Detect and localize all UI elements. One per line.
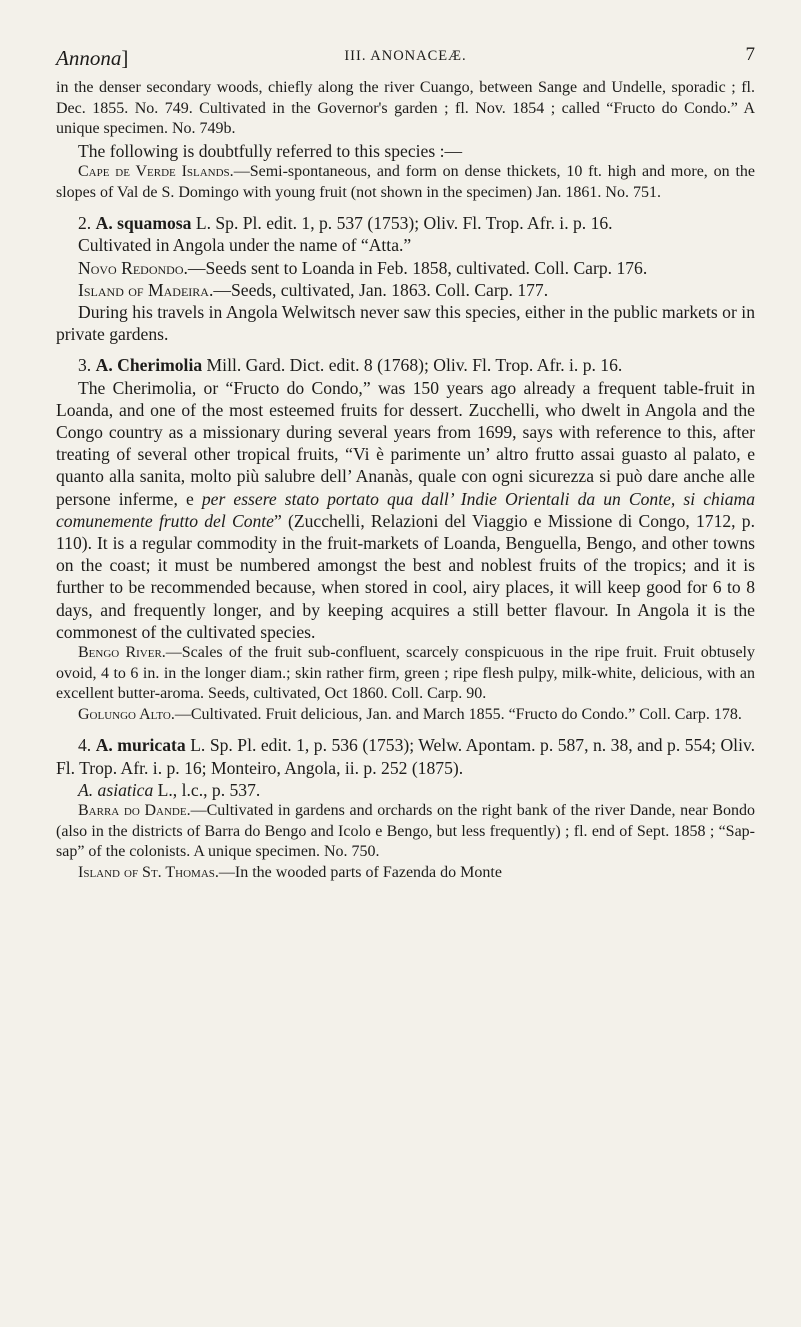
paragraph	[56, 279, 755, 301]
paragraph	[56, 377, 755, 643]
locality-name: Barra do Dande.	[78, 802, 191, 820]
paragraph	[56, 234, 755, 256]
paragraph	[56, 779, 755, 801]
species-name: A. squamosa	[95, 213, 192, 234]
running-head-genus: Annona]	[56, 46, 129, 70]
locality-name: Island of St. Thomas.	[78, 863, 219, 881]
paragraph	[56, 734, 755, 778]
paragraph-text: —Seeds, cultivated, Jan. 1863. Coll. Carp. 177.	[213, 279, 549, 300]
paragraph	[56, 301, 755, 345]
species-name: A. Cherimolia	[95, 355, 203, 376]
paragraph	[56, 354, 755, 376]
paragraph	[56, 162, 755, 203]
paragraph	[56, 140, 755, 162]
paragraph	[56, 801, 755, 863]
species-number: 3.	[78, 355, 92, 376]
paragraph-text: —Seeds sent to Loanda in Feb. 1858, cultivated. Coll. Carp. 176.	[187, 257, 648, 278]
locality-name: Island of Madeira.	[78, 279, 214, 300]
paragraph-text-continued: ” (Zucchelli, Relazioni del Viaggio e Missione di Congo, 1712, p. 110). It is a regular commodity in the fruit-markets of Loanda, Benguella, Bengo, and other towns on the coast; it must be numbered amongst the best and noblest fruits of the tropics; and it is further to be recommended because, when stored in cool, airy places, it will keep good for 6 to 8 days, and frequently longer, and by keeping acquires a still better flavour. In Angola it is the commonest of the cultivated species.	[56, 510, 755, 642]
paragraph-text: —Cultivated. Fruit delicious, Jan. and March 1855. “Fructo do Condo.” Coll. Carp. 178.	[174, 705, 742, 723]
paragraph-text: The Cherimolia, or “Fructo do Condo,” was 150 years ago already a frequent table-fruit in Loanda, and one of the most esteemed fruits for dessert. Zucchelli, who dwelt in Angola and the Congo country as a missionary during several years from 1699, says with reference to this, after treating of several other tropical fruits, “Vi è parimente un’ altro frutto assai guasto al palato, e quanto alla sanita, molto più salubre dell’ Ananàs, quale con ogni sicurezza si può dare anche alle persone inferme, e	[56, 377, 755, 509]
paragraph-text: —Scales of the fruit sub-confluent, scarcely conspicuous in the ripe fruit. Fruit obtusely ovoid, 4 to 6 in. in the longer diam.; skin rather firm, green ; ripe flesh pulpy, milk-white, delicious, with an excellent butter-aroma. Seeds, cultivated, Oct 1860. Coll. Carp. 90.	[56, 644, 755, 703]
page-header	[56, 0, 755, 78]
species-name: A. muricata	[95, 735, 186, 756]
paragraph	[56, 257, 755, 279]
paragraph	[56, 863, 755, 884]
paragraph-text: —In the wooded parts of Fazenda do Monte	[218, 863, 502, 881]
paragraph-text: L., l.c., p. 537.	[153, 779, 261, 800]
paragraph	[56, 212, 755, 234]
paragraph	[56, 705, 755, 726]
page-number: 7	[745, 44, 755, 65]
paragraph-text: —Semi-spontaneous, and form on dense thickets, 10 ft. high and more, on the slopes of Val de S. Domingo with young fruit (not shown in the specimen) Jan. 1861. No. 751.	[56, 162, 755, 201]
synonym-name: A. asiatica	[78, 779, 154, 800]
locality-name: Novo Redondo.	[78, 257, 188, 278]
paragraph-text: During his travels in Angola Welwitsch never saw this species, either in the public markets or in private gardens.	[56, 301, 755, 345]
paragraph	[56, 78, 755, 140]
paragraph-text: in the denser secondary woods, chiefly along the river Cuango, between Sange and Undelle, sporadic ; fl. Dec. 1855. No. 749. Cultivated in the Governor's garden ; fl. Nov. 1854 ; called “Fructo do Condo.” A unique specimen. No. 749b.	[56, 79, 755, 138]
paragraph-text: Cultivated in Angola under the name of “Atta.”	[78, 235, 412, 256]
running-head-section: III. ANONACEÆ.	[344, 48, 467, 64]
paragraph-text: L. Sp. Pl. edit. 1, p. 536 (1753); Welw. Apontam. p. 587, n. 38, and p. 554; Oliv. Fl. Trop. Afr. i. p. 16; Monteiro, Angola, ii. p. 252 (1875).	[56, 735, 756, 778]
paragraph-text: Mill. Gard. Dict. edit. 8 (1768); Oliv. Fl. Trop. Afr. i. p. 16.	[202, 355, 623, 376]
paragraph	[56, 643, 755, 705]
quotation-italic: per essere stato portato qua dall’ Indie Orientali da un Conte, si chiama comunemente frutto del Conte	[56, 488, 756, 531]
locality-name: Bengo River.	[78, 644, 166, 662]
locality-name: Golungo Alto.	[78, 705, 175, 723]
paragraph-text: The following is doubtfully referred to this species :—	[78, 140, 463, 161]
paragraph-text: L. Sp. Pl. edit. 1, p. 537 (1753); Oliv. Fl. Trop. Afr. i. p. 16.	[191, 213, 613, 234]
page-body	[56, 78, 755, 883]
species-number: 2.	[78, 213, 92, 234]
species-number: 4.	[78, 735, 92, 756]
paragraph-text: —Cultivated in gardens and orchards on the right bank of the river Dande, near Bondo (also in the districts of Barra do Bengo and Icolo e Bengo, but less frequently) ; fl. end of Sept. 1858 ; “Sap-sap” of the colonists. A unique specimen. No. 750.	[56, 802, 755, 861]
locality-name: Cape de Verde Islands.	[78, 162, 234, 180]
